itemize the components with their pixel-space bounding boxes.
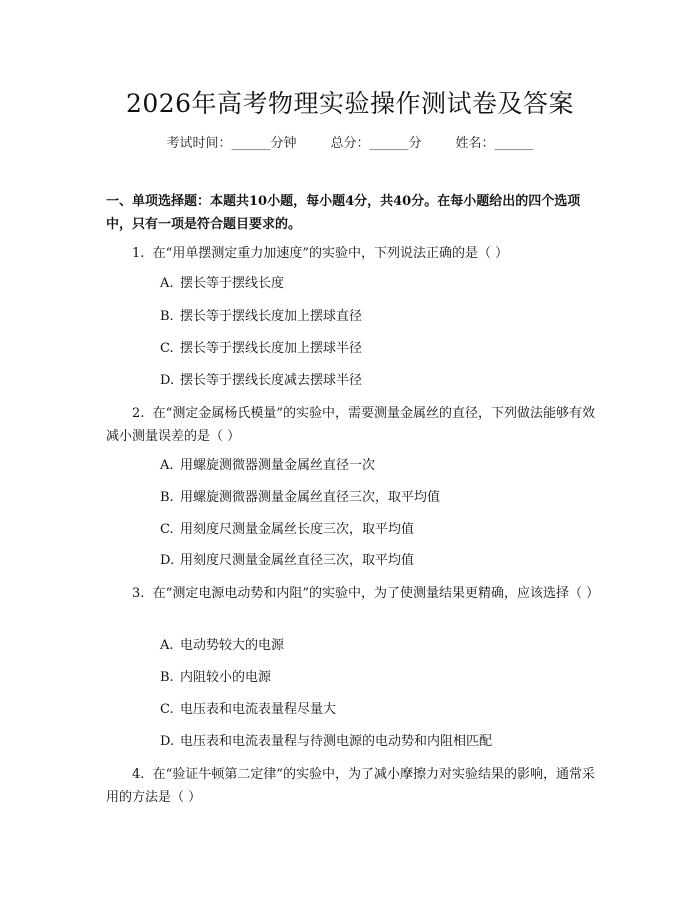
option-text: 电压表和电流表量程与待测电源的电动势和内阻相匹配 xyxy=(180,734,493,749)
total-score: 总分：______分 xyxy=(330,136,422,151)
option-text: 摆长等于摆线长度加上摆球半径 xyxy=(180,341,363,356)
exam-time: 考试时间：______分钟 xyxy=(166,136,297,151)
option-label: B. xyxy=(160,490,174,505)
option-text: 电动势较大的电源 xyxy=(180,638,285,653)
student-name: 姓名：______ xyxy=(455,136,534,151)
question-2-option-c xyxy=(160,520,414,540)
page-title: 2026年高考物理实验操作测试卷及答案 xyxy=(125,89,575,118)
option-text: 摆长等于摆线长度减去摆球半径 xyxy=(180,373,363,388)
option-label: C. xyxy=(160,702,174,717)
question-2-option-d xyxy=(160,551,414,571)
question-1-option-b xyxy=(160,307,362,327)
option-text: 摆长等于摆线长度 xyxy=(180,276,285,291)
question-4-stem: 4. 在“验证牛顿第二定律”的实验中，为了减小摩擦力对实验结果的影响，通常采用的方法是（ ） xyxy=(106,767,595,805)
option-label: C. xyxy=(160,522,174,537)
option-text: 摆长等于摆线长度加上摆球直径 xyxy=(180,309,363,324)
question-1-stem: 1. 在“用单摆测定重力加速度”的实验中，下列说法正确的是（ ） xyxy=(132,246,509,261)
question-2-stem: 2. 在“测定金属杨氏模量”的实验中，需要测量金属丝的直径，下列做法能够有效减小测量误差的是（ ） xyxy=(106,406,595,444)
option-text: 用螺旋测微器测量金属丝直径一次 xyxy=(180,458,376,473)
question-3-option-d xyxy=(160,732,492,752)
question-1-option-d xyxy=(160,371,362,391)
option-text: 内阻较小的电源 xyxy=(180,670,272,685)
question-3-option-c xyxy=(160,700,336,720)
option-label: B. xyxy=(160,670,174,685)
question-2-option-a xyxy=(160,456,375,476)
option-label: A. xyxy=(160,276,174,291)
question-3-option-b xyxy=(160,668,271,688)
question-3-option-a xyxy=(160,636,284,656)
option-label: A. xyxy=(160,638,174,653)
option-text: 用螺旋测微器测量金属丝直径三次，取平均值 xyxy=(180,490,441,505)
exam-meta xyxy=(0,132,700,151)
option-label: A. xyxy=(160,458,174,473)
option-text: 电压表和电流表量程尽量大 xyxy=(180,702,337,717)
question-3-stem: 3. 在“测定电源电动势和内阻”的实验中，为了使测量结果更精确，应该选择（ ） xyxy=(132,586,600,601)
question-1-option-a xyxy=(160,274,284,294)
option-label: C. xyxy=(160,341,174,356)
question-1-option-c xyxy=(160,339,362,359)
section-heading: 一、单项选择题：本题共10小题，每小题4分，共40分。在每小题给出的四个选项中，只有一项是符合题目要求的。 xyxy=(106,194,581,232)
question-2-option-b xyxy=(160,488,440,508)
option-label: B. xyxy=(160,309,174,324)
option-text: 用刻度尺测量金属丝长度三次，取平均值 xyxy=(180,522,415,537)
option-label: D. xyxy=(160,373,175,388)
option-label: D. xyxy=(160,734,175,749)
option-label: D. xyxy=(160,553,175,568)
option-text: 用刻度尺测量金属丝直径三次，取平均值 xyxy=(180,553,415,568)
